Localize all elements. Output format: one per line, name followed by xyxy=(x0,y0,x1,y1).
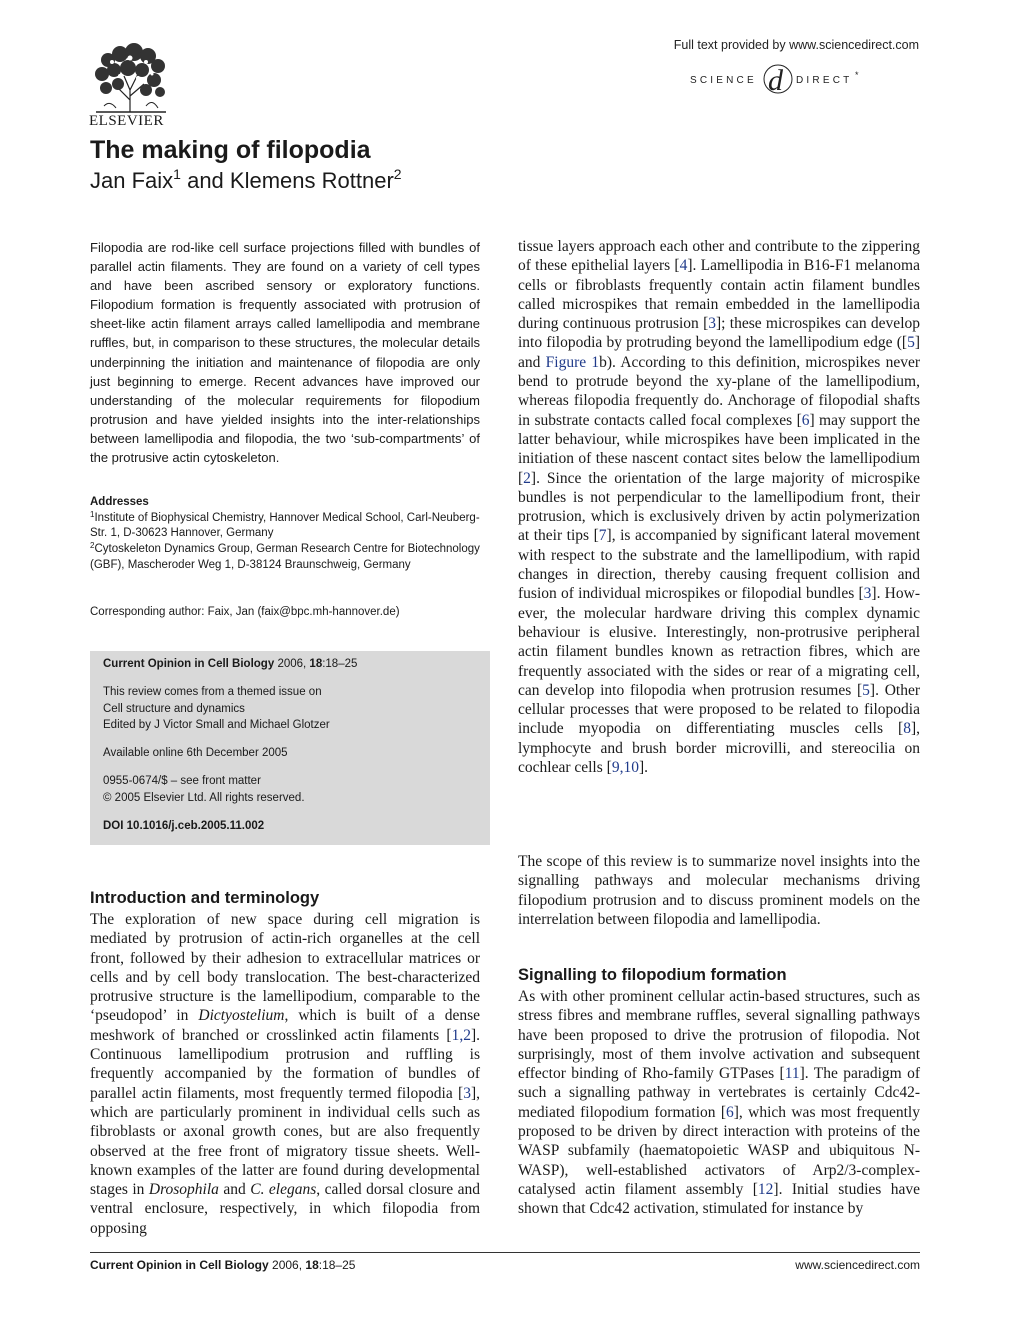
text-run: ], which was most frequently proposed to be driven by direct interaction with proteins of the WASP subfamily (haematopoietic WASP and ubiquitous N-WASP), well-established activators of Arp2/3-complex-catalysed actin filament assembly [ xyxy=(518,1103,920,1198)
body-paragraph-2: The scope of this review is to summarize novel insights into the signalling pathways and molecular mechanisms driving filopodium protrusion and to discuss prominent models on the interrelation between filopodia and lamellipodia. xyxy=(518,853,920,928)
section-heading-introduction: Introduction and terminology xyxy=(90,889,320,907)
address-2-sup: 2 xyxy=(90,541,95,551)
footer-divider xyxy=(90,1252,920,1253)
sd-right-word: DIRECT xyxy=(796,75,853,86)
address-2-text: Cytoskeleton Dynamics Group, German Research Centre for Biotechnology (GBF), Mascheroder Weg 1, D-38124 Braunschweig, Germany xyxy=(90,543,480,571)
citation-link[interactable]: 6 xyxy=(801,411,810,429)
abstract: Filopodia are rod-like cell surface projections filled with bundles of parallel actin filaments. They are found on a variety of cell types and have been ascribed sensory or exploratory functions. Filopodium formation is frequently associated with protrusion of sheet-like actin filament arrays called lamellipodia and membrane ruffles, but, in comparison to these structures, the molecular details underpinning the initiation and maintenance of filopodia are only just beginning to emerge. Recent advances have improved our understanding of the molecular requirements for filopodium protrusion and have yielded insights into the inter-relationships between lamellipodia and filopodia, the two ‘sub-compartments’ of the protrusive actin cytoskeleton. xyxy=(90,240,480,466)
publisher-name: ELSEVIER xyxy=(89,113,164,129)
text-run: ]. xyxy=(638,759,648,777)
citation-link[interactable]: 9,10 xyxy=(611,759,639,777)
footer-citation xyxy=(90,1258,355,1272)
citation-link[interactable]: 11 xyxy=(784,1065,800,1083)
infobox-year: 2006, xyxy=(277,658,307,670)
footer-pages: :18–25 xyxy=(318,1258,356,1272)
citation-link[interactable]: 3 xyxy=(708,315,717,333)
infobox-themed-1: This review comes from a themed issue on xyxy=(103,686,322,699)
infobox-doi-value[interactable]: 10.1016/j.ceb.2005.11.002 xyxy=(126,820,265,833)
italic-term: C. elegans xyxy=(250,1181,317,1199)
infobox-doi xyxy=(103,818,480,834)
footer-volume: 18 xyxy=(305,1258,319,1272)
address-1-text: Institute of Biophysical Chemistry, Hannover Medical School, Carl-Neuberg-Str. 1, D-30623 Hannover, Germany xyxy=(90,511,480,540)
article-info-box xyxy=(90,651,490,845)
infobox-doi-label: DOI xyxy=(103,820,124,833)
infobox-available: Available online 6th December 2005 xyxy=(103,747,288,760)
text-run: ], lymphocyte and brush border microvilli, and stereocilia on cochlear cells [ xyxy=(518,720,920,777)
author-2[interactable]: Klemens Rottner xyxy=(229,168,394,193)
text-run: b). According to this definition, microspikes never bend to protrude beyond the xy-plane of the lamellipodium, whereas filopodia frequently do. Anchorage of filopodial shafts in substrate contacts called focal complexes [ xyxy=(518,353,920,429)
corresponding-author: Corresponding author: Faix, Jan (faix@bpc.mh-hannover.de) xyxy=(90,606,400,618)
italic-term: Drosophila xyxy=(148,1181,219,1199)
text-run: ] and xyxy=(518,334,920,371)
citation-link[interactable]: 1,2 xyxy=(451,1026,471,1044)
address-1-sup: 1 xyxy=(90,509,95,519)
infobox-themed-2: Cell structure and dynamics xyxy=(103,702,245,715)
italic-term: Dictyostelium xyxy=(198,1007,285,1025)
section-heading-signalling: Signalling to filopodium formation xyxy=(518,966,787,984)
addresses xyxy=(90,495,480,574)
address-2 xyxy=(90,542,480,573)
intro-paragraph xyxy=(90,910,480,1238)
figure-link[interactable]: Figure 1 xyxy=(545,353,600,371)
citation-link[interactable]: 7 xyxy=(598,527,607,545)
sciencedirect-logo xyxy=(690,60,920,100)
author-conjunction: and xyxy=(187,168,224,193)
citation-link[interactable]: 5 xyxy=(862,681,870,699)
citation-link[interactable]: 12 xyxy=(757,1180,774,1198)
addresses-heading: Addresses xyxy=(90,496,149,508)
text-run: ]. Since the orientation of the large majority of microspike bundles is not perpendicular to the lamellipodium front, their protrusion, which is exclusively driven by actin polymerization at their tips [ xyxy=(518,469,920,545)
sd-left-word: SCIENCE xyxy=(690,75,757,86)
text-run: As with other prominent cellular actin-based structures, such as stress fibres and membrane ruffles, several signalling pathways have been proposed to drive the protrusion of filopodia. Not surprisingly, most of them involve activation and subsequent effector binding of Rho-family GTPases [ xyxy=(518,988,920,1083)
footer-url[interactable]: www.sciencedirect.com xyxy=(795,1258,920,1272)
text-run: ] may support the latter behaviour, while microspikes have been implicated in the initiation of these nascent contact sites below the lamellipodium [ xyxy=(518,411,920,487)
citation-link[interactable]: 3 xyxy=(863,585,872,603)
text-run: tissue layers approach each other and contribute to the zippering of these epithelial layers [ xyxy=(518,238,920,275)
infobox-volume: 18 xyxy=(309,658,323,670)
text-run: ]; these microspikes can develop into filopodia by protruding beyond the lamellipodium edge ([ xyxy=(518,315,920,352)
footer-year: 2006, xyxy=(272,1258,303,1272)
citation-link[interactable]: 8 xyxy=(903,720,911,738)
infobox-pages: :18–25 xyxy=(322,658,358,670)
infobox-editors: Edited by J Victor Small and Michael Glotzer xyxy=(103,718,330,731)
author-1[interactable]: Jan Faix xyxy=(90,168,174,193)
provided-by-text: Full text provided by www.sciencedirect.com xyxy=(673,38,919,52)
infobox-copyright: © 2005 Elsevier Ltd. All rights reserved. xyxy=(103,791,305,804)
body-paragraph-3 xyxy=(518,987,920,1219)
text-run: ], which are particularly prominent in individual cells such as fibroblasts or axonal growth cones, but are also frequently observed at the free front of migratory tissue sheets. Well-known examples of the latter are found during developmental stages in xyxy=(90,1084,480,1199)
author-2-affil: 2 xyxy=(393,166,402,182)
body-paragraph-1 xyxy=(518,237,920,777)
address-1 xyxy=(90,511,480,542)
infobox-citation xyxy=(103,656,480,672)
text-run: The exploration of new space during cell migration is mediated by protrusion of actin-rich organelles at the cell front, followed by their adhesion to extracellular matrices or cells and by cell body translocation. The best-characterized protrusive structure is the lamellipodium, comparable to the ‘pseudopod’ in xyxy=(90,911,480,1025)
text-run: ]. Lamellipodia in B16-F1 melanoma cells or fibroblasts frequently contain actin filament bundles called microspikes that remain embedded in the lamellipodia during continuous protrusion [ xyxy=(518,257,920,333)
infobox-issn: 0955-0674/$ – see front matter xyxy=(103,775,261,788)
text-run: ]. Initial studies have shown that Cdc42 activation, stimulated for instance by xyxy=(518,1180,920,1218)
author-line xyxy=(90,168,402,194)
citation-link[interactable]: 4 xyxy=(679,257,688,275)
text-run: ]. Other cellular processes that were proposed to be related to filopodia include myopodia on differentiating muscles cells [ xyxy=(518,681,920,738)
citation-link[interactable]: 6 xyxy=(726,1103,734,1121)
author-1-affil: 1 xyxy=(173,166,181,182)
citation-link[interactable]: 2 xyxy=(523,469,531,487)
infobox-journal: Current Opinion in Cell Biology xyxy=(103,658,275,670)
text-run: ]. The paradigm of such a signalling pathway in vertebrates is certainly Cdc42-mediated filopodium formation [ xyxy=(518,1065,920,1121)
text-run: , called dorsal closure and ventral enclosure, respectively, in which filopodia from opposing xyxy=(90,1181,481,1237)
sd-asterisk: * xyxy=(855,70,859,80)
citation-link[interactable]: 3 xyxy=(463,1084,471,1102)
text-run: , which is built of a dense meshwork of branched or crosslinked actin filaments [ xyxy=(90,1007,480,1044)
citation-link[interactable]: 5 xyxy=(907,334,915,352)
sd-mark: d xyxy=(768,64,783,97)
article-title: The making of filopodia xyxy=(90,136,371,164)
text-run: ]. Continuous lamellipodium protrusion and ruffling is frequently accompanied by the formation of bundles of parallel actin filaments, most frequently termed filopodia [ xyxy=(90,1026,480,1102)
footer-journal: Current Opinion in Cell Biology xyxy=(90,1258,269,1272)
text-run: and xyxy=(218,1181,251,1199)
text-run: ], is accompanied by significant lateral movement with respect to the substrate and the lamellipodium, with rapid changes in direction, thereby causing frequent collision and fusion of individual microspikes or filopodial bundles [ xyxy=(518,527,920,603)
text-run: ]. However, the molecular hardware driving this complex dynamic behaviour is elusive. Interestingly, non-protrusive peripheral actin filament bundles known as retraction fibres, which are frequently associated with the sides or rear of a migrating cell, can develop into filopodia when protrusion resumes [ xyxy=(518,585,920,699)
